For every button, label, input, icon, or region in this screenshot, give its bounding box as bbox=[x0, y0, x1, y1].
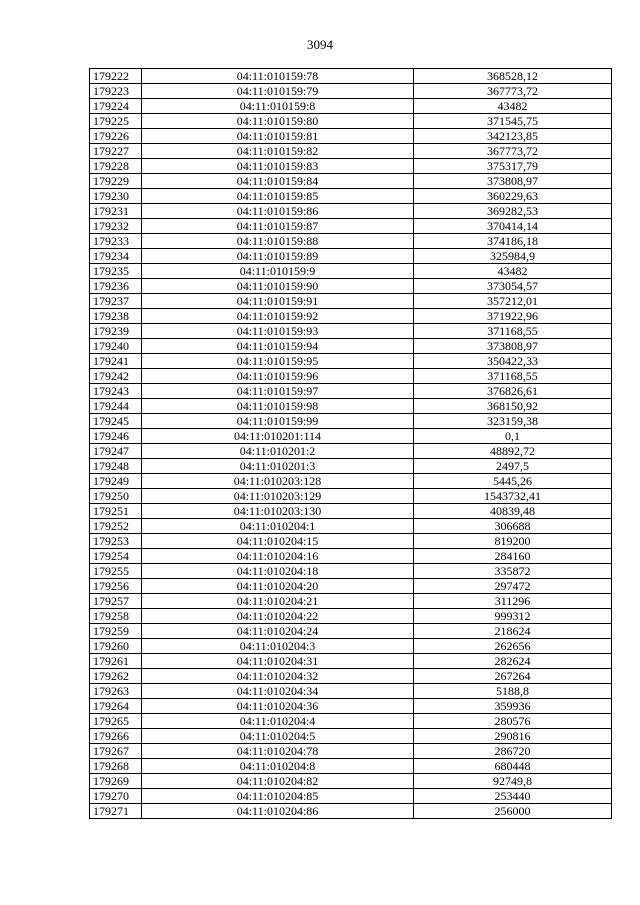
cadastral-number-cell: 04:11:010204:22 bbox=[142, 609, 414, 624]
row-number-cell: 179253 bbox=[90, 534, 142, 549]
table-row bbox=[90, 294, 612, 309]
row-number-cell: 179241 bbox=[90, 354, 142, 369]
row-number-cell: 179246 bbox=[90, 429, 142, 444]
cadastral-number-cell: 04:11:010201:2 bbox=[142, 444, 414, 459]
table-row bbox=[90, 234, 612, 249]
row-number-cell: 179258 bbox=[90, 609, 142, 624]
table-row bbox=[90, 189, 612, 204]
row-number-cell: 179262 bbox=[90, 669, 142, 684]
cadastral-number-cell: 04:11:010159:80 bbox=[142, 114, 414, 129]
table-row bbox=[90, 519, 612, 534]
table-row bbox=[90, 579, 612, 594]
value-cell: 323159,38 bbox=[414, 414, 612, 429]
value-cell: 282624 bbox=[414, 654, 612, 669]
cadastral-number-cell: 04:11:010201:3 bbox=[142, 459, 414, 474]
table-row bbox=[90, 309, 612, 324]
row-number-cell: 179268 bbox=[90, 759, 142, 774]
table-row bbox=[90, 744, 612, 759]
row-number-cell: 179257 bbox=[90, 594, 142, 609]
table-row bbox=[90, 249, 612, 264]
cadastral-number-cell: 04:11:010204:82 bbox=[142, 774, 414, 789]
table-row bbox=[90, 159, 612, 174]
cadastral-number-cell: 04:11:010159:94 bbox=[142, 339, 414, 354]
row-number-cell: 179264 bbox=[90, 699, 142, 714]
cadastral-number-cell: 04:11:010159:81 bbox=[142, 129, 414, 144]
cadastral-number-cell: 04:11:010203:129 bbox=[142, 489, 414, 504]
row-number-cell: 179261 bbox=[90, 654, 142, 669]
row-number-cell: 179231 bbox=[90, 204, 142, 219]
value-cell: 373054,57 bbox=[414, 279, 612, 294]
row-number-cell: 179240 bbox=[90, 339, 142, 354]
value-cell: 48892,72 bbox=[414, 444, 612, 459]
value-cell: 371168,55 bbox=[414, 324, 612, 339]
row-number-cell: 179225 bbox=[90, 114, 142, 129]
row-number-cell: 179242 bbox=[90, 369, 142, 384]
value-cell: 40839,48 bbox=[414, 504, 612, 519]
value-cell: 360229,63 bbox=[414, 189, 612, 204]
value-cell: 680448 bbox=[414, 759, 612, 774]
cadastral-number-cell: 04:11:010159:88 bbox=[142, 234, 414, 249]
row-number-cell: 179245 bbox=[90, 414, 142, 429]
row-number-cell: 179222 bbox=[90, 69, 142, 84]
table-row bbox=[90, 564, 612, 579]
row-number-cell: 179224 bbox=[90, 99, 142, 114]
table-row bbox=[90, 324, 612, 339]
value-cell: 2497,5 bbox=[414, 459, 612, 474]
cadastral-number-cell: 04:11:010204:32 bbox=[142, 669, 414, 684]
value-cell: 325984,9 bbox=[414, 249, 612, 264]
cadastral-number-cell: 04:11:010204:15 bbox=[142, 534, 414, 549]
row-number-cell: 179248 bbox=[90, 459, 142, 474]
table-row bbox=[90, 789, 612, 804]
cadastral-number-cell: 04:11:010204:21 bbox=[142, 594, 414, 609]
table-row bbox=[90, 84, 612, 99]
cadastral-number-cell: 04:11:010159:9 bbox=[142, 264, 414, 279]
cadastral-number-cell: 04:11:010204:18 bbox=[142, 564, 414, 579]
value-cell: 290816 bbox=[414, 729, 612, 744]
value-cell: 357212,01 bbox=[414, 294, 612, 309]
cadastral-number-cell: 04:11:010204:85 bbox=[142, 789, 414, 804]
row-number-cell: 179238 bbox=[90, 309, 142, 324]
cadastral-number-cell: 04:11:010204:20 bbox=[142, 579, 414, 594]
value-cell: 367773,72 bbox=[414, 84, 612, 99]
cadastral-number-cell: 04:11:010159:91 bbox=[142, 294, 414, 309]
table-row bbox=[90, 669, 612, 684]
table-row bbox=[90, 534, 612, 549]
cadastral-number-cell: 04:11:010159:78 bbox=[142, 69, 414, 84]
row-number-cell: 179234 bbox=[90, 249, 142, 264]
value-cell: 376826,61 bbox=[414, 384, 612, 399]
row-number-cell: 179269 bbox=[90, 774, 142, 789]
row-number-cell: 179230 bbox=[90, 189, 142, 204]
row-number-cell: 179223 bbox=[90, 84, 142, 99]
cadastral-number-cell: 04:11:010204:34 bbox=[142, 684, 414, 699]
cadastral-number-cell: 04:11:010159:82 bbox=[142, 144, 414, 159]
value-cell: 297472 bbox=[414, 579, 612, 594]
value-cell: 284160 bbox=[414, 549, 612, 564]
row-number-cell: 179229 bbox=[90, 174, 142, 189]
row-number-cell: 179233 bbox=[90, 234, 142, 249]
row-number-cell: 179228 bbox=[90, 159, 142, 174]
cadastral-number-cell: 04:11:010159:90 bbox=[142, 279, 414, 294]
table-row bbox=[90, 69, 612, 84]
row-number-cell: 179267 bbox=[90, 744, 142, 759]
value-cell: 5445,26 bbox=[414, 474, 612, 489]
row-number-cell: 179243 bbox=[90, 384, 142, 399]
value-cell: 371922,96 bbox=[414, 309, 612, 324]
table-row bbox=[90, 609, 612, 624]
cadastral-number-cell: 04:11:010159:92 bbox=[142, 309, 414, 324]
cadastral-number-cell: 04:11:010159:89 bbox=[142, 249, 414, 264]
table-row bbox=[90, 594, 612, 609]
value-cell: 371545,75 bbox=[414, 114, 612, 129]
table-row bbox=[90, 219, 612, 234]
value-cell: 43482 bbox=[414, 99, 612, 114]
value-cell: 280576 bbox=[414, 714, 612, 729]
value-cell: 306688 bbox=[414, 519, 612, 534]
table-row bbox=[90, 459, 612, 474]
cadastral-number-cell: 04:11:010159:83 bbox=[142, 159, 414, 174]
row-number-cell: 179266 bbox=[90, 729, 142, 744]
value-cell: 253440 bbox=[414, 789, 612, 804]
table-row bbox=[90, 804, 612, 819]
row-number-cell: 179249 bbox=[90, 474, 142, 489]
cadastral-number-cell: 04:11:010159:84 bbox=[142, 174, 414, 189]
row-number-cell: 179235 bbox=[90, 264, 142, 279]
value-cell: 368150,92 bbox=[414, 399, 612, 414]
row-number-cell: 179259 bbox=[90, 624, 142, 639]
row-number-cell: 179271 bbox=[90, 804, 142, 819]
table-row bbox=[90, 99, 612, 114]
table-row bbox=[90, 624, 612, 639]
table-row bbox=[90, 354, 612, 369]
row-number-cell: 179251 bbox=[90, 504, 142, 519]
row-number-cell: 179232 bbox=[90, 219, 142, 234]
row-number-cell: 179265 bbox=[90, 714, 142, 729]
table-row bbox=[90, 639, 612, 654]
value-cell: 368528,12 bbox=[414, 69, 612, 84]
table-row bbox=[90, 714, 612, 729]
table-row bbox=[90, 114, 612, 129]
value-cell: 373808,97 bbox=[414, 174, 612, 189]
table-row bbox=[90, 204, 612, 219]
value-cell: 373808,97 bbox=[414, 339, 612, 354]
row-number-cell: 179226 bbox=[90, 129, 142, 144]
value-cell: 369282,53 bbox=[414, 204, 612, 219]
table-row bbox=[90, 729, 612, 744]
cadastral-number-cell: 04:11:010204:36 bbox=[142, 699, 414, 714]
value-cell: 5188,8 bbox=[414, 684, 612, 699]
cadastral-number-cell: 04:11:010204:1 bbox=[142, 519, 414, 534]
table-row bbox=[90, 474, 612, 489]
value-cell: 311296 bbox=[414, 594, 612, 609]
cadastral-number-cell: 04:11:010159:87 bbox=[142, 219, 414, 234]
cadastral-number-cell: 04:11:010159:95 bbox=[142, 354, 414, 369]
value-cell: 370414,14 bbox=[414, 219, 612, 234]
cadastral-number-cell: 04:11:010159:96 bbox=[142, 369, 414, 384]
row-number-cell: 179252 bbox=[90, 519, 142, 534]
cadastral-number-cell: 04:11:010203:130 bbox=[142, 504, 414, 519]
value-cell: 92749,8 bbox=[414, 774, 612, 789]
row-number-cell: 179237 bbox=[90, 294, 142, 309]
value-cell: 43482 bbox=[414, 264, 612, 279]
cadastral-number-cell: 04:11:010159:93 bbox=[142, 324, 414, 339]
cadastral-number-cell: 04:11:010159:86 bbox=[142, 204, 414, 219]
row-number-cell: 179260 bbox=[90, 639, 142, 654]
value-cell: 286720 bbox=[414, 744, 612, 759]
table-row bbox=[90, 144, 612, 159]
register-table-body bbox=[90, 69, 612, 819]
cadastral-number-cell: 04:11:010204:78 bbox=[142, 744, 414, 759]
cadastral-number-cell: 04:11:010204:24 bbox=[142, 624, 414, 639]
value-cell: 371168,55 bbox=[414, 369, 612, 384]
table-row bbox=[90, 369, 612, 384]
table-row bbox=[90, 684, 612, 699]
value-cell: 342123,85 bbox=[414, 129, 612, 144]
row-number-cell: 179239 bbox=[90, 324, 142, 339]
cadastral-number-cell: 04:11:010159:79 bbox=[142, 84, 414, 99]
cadastral-number-cell: 04:11:010159:85 bbox=[142, 189, 414, 204]
cadastral-number-cell: 04:11:010159:99 bbox=[142, 414, 414, 429]
row-number-cell: 179270 bbox=[90, 789, 142, 804]
value-cell: 267264 bbox=[414, 669, 612, 684]
row-number-cell: 179256 bbox=[90, 579, 142, 594]
table-row bbox=[90, 489, 612, 504]
cadastral-number-cell: 04:11:010204:3 bbox=[142, 639, 414, 654]
value-cell: 1543732,41 bbox=[414, 489, 612, 504]
value-cell: 256000 bbox=[414, 804, 612, 819]
row-number-cell: 179236 bbox=[90, 279, 142, 294]
value-cell: 350422,33 bbox=[414, 354, 612, 369]
table-row bbox=[90, 429, 612, 444]
row-number-cell: 179263 bbox=[90, 684, 142, 699]
table-row bbox=[90, 654, 612, 669]
cadastral-number-cell: 04:11:010204:16 bbox=[142, 549, 414, 564]
cadastral-number-cell: 04:11:010204:5 bbox=[142, 729, 414, 744]
cadastral-number-cell: 04:11:010204:86 bbox=[142, 804, 414, 819]
table-row bbox=[90, 174, 612, 189]
table-row bbox=[90, 399, 612, 414]
value-cell: 262656 bbox=[414, 639, 612, 654]
table-row bbox=[90, 504, 612, 519]
value-cell: 0,1 bbox=[414, 429, 612, 444]
cadastral-number-cell: 04:11:010201:114 bbox=[142, 429, 414, 444]
value-cell: 335872 bbox=[414, 564, 612, 579]
value-cell: 359936 bbox=[414, 699, 612, 714]
table-row bbox=[90, 129, 612, 144]
value-cell: 999312 bbox=[414, 609, 612, 624]
cadastral-number-cell: 04:11:010204:31 bbox=[142, 654, 414, 669]
row-number-cell: 179247 bbox=[90, 444, 142, 459]
table-row bbox=[90, 384, 612, 399]
table-row bbox=[90, 264, 612, 279]
cadastral-number-cell: 04:11:010204:4 bbox=[142, 714, 414, 729]
cadastral-number-cell: 04:11:010159:98 bbox=[142, 399, 414, 414]
row-number-cell: 179250 bbox=[90, 489, 142, 504]
row-number-cell: 179255 bbox=[90, 564, 142, 579]
row-number-cell: 179254 bbox=[90, 549, 142, 564]
value-cell: 367773,72 bbox=[414, 144, 612, 159]
table-row bbox=[90, 759, 612, 774]
table-row bbox=[90, 414, 612, 429]
value-cell: 374186,18 bbox=[414, 234, 612, 249]
table-row bbox=[90, 699, 612, 714]
register-table bbox=[89, 68, 612, 819]
cadastral-number-cell: 04:11:010203:128 bbox=[142, 474, 414, 489]
page-number: 3094 bbox=[307, 37, 333, 52]
row-number-cell: 179227 bbox=[90, 144, 142, 159]
table-row bbox=[90, 549, 612, 564]
value-cell: 819200 bbox=[414, 534, 612, 549]
row-number-cell: 179244 bbox=[90, 399, 142, 414]
value-cell: 375317,79 bbox=[414, 159, 612, 174]
cadastral-number-cell: 04:11:010159:97 bbox=[142, 384, 414, 399]
value-cell: 218624 bbox=[414, 624, 612, 639]
cadastral-number-cell: 04:11:010204:8 bbox=[142, 759, 414, 774]
table-row bbox=[90, 444, 612, 459]
table-row bbox=[90, 279, 612, 294]
table-row bbox=[90, 339, 612, 354]
cadastral-number-cell: 04:11:010159:8 bbox=[142, 99, 414, 114]
table-row bbox=[90, 774, 612, 789]
